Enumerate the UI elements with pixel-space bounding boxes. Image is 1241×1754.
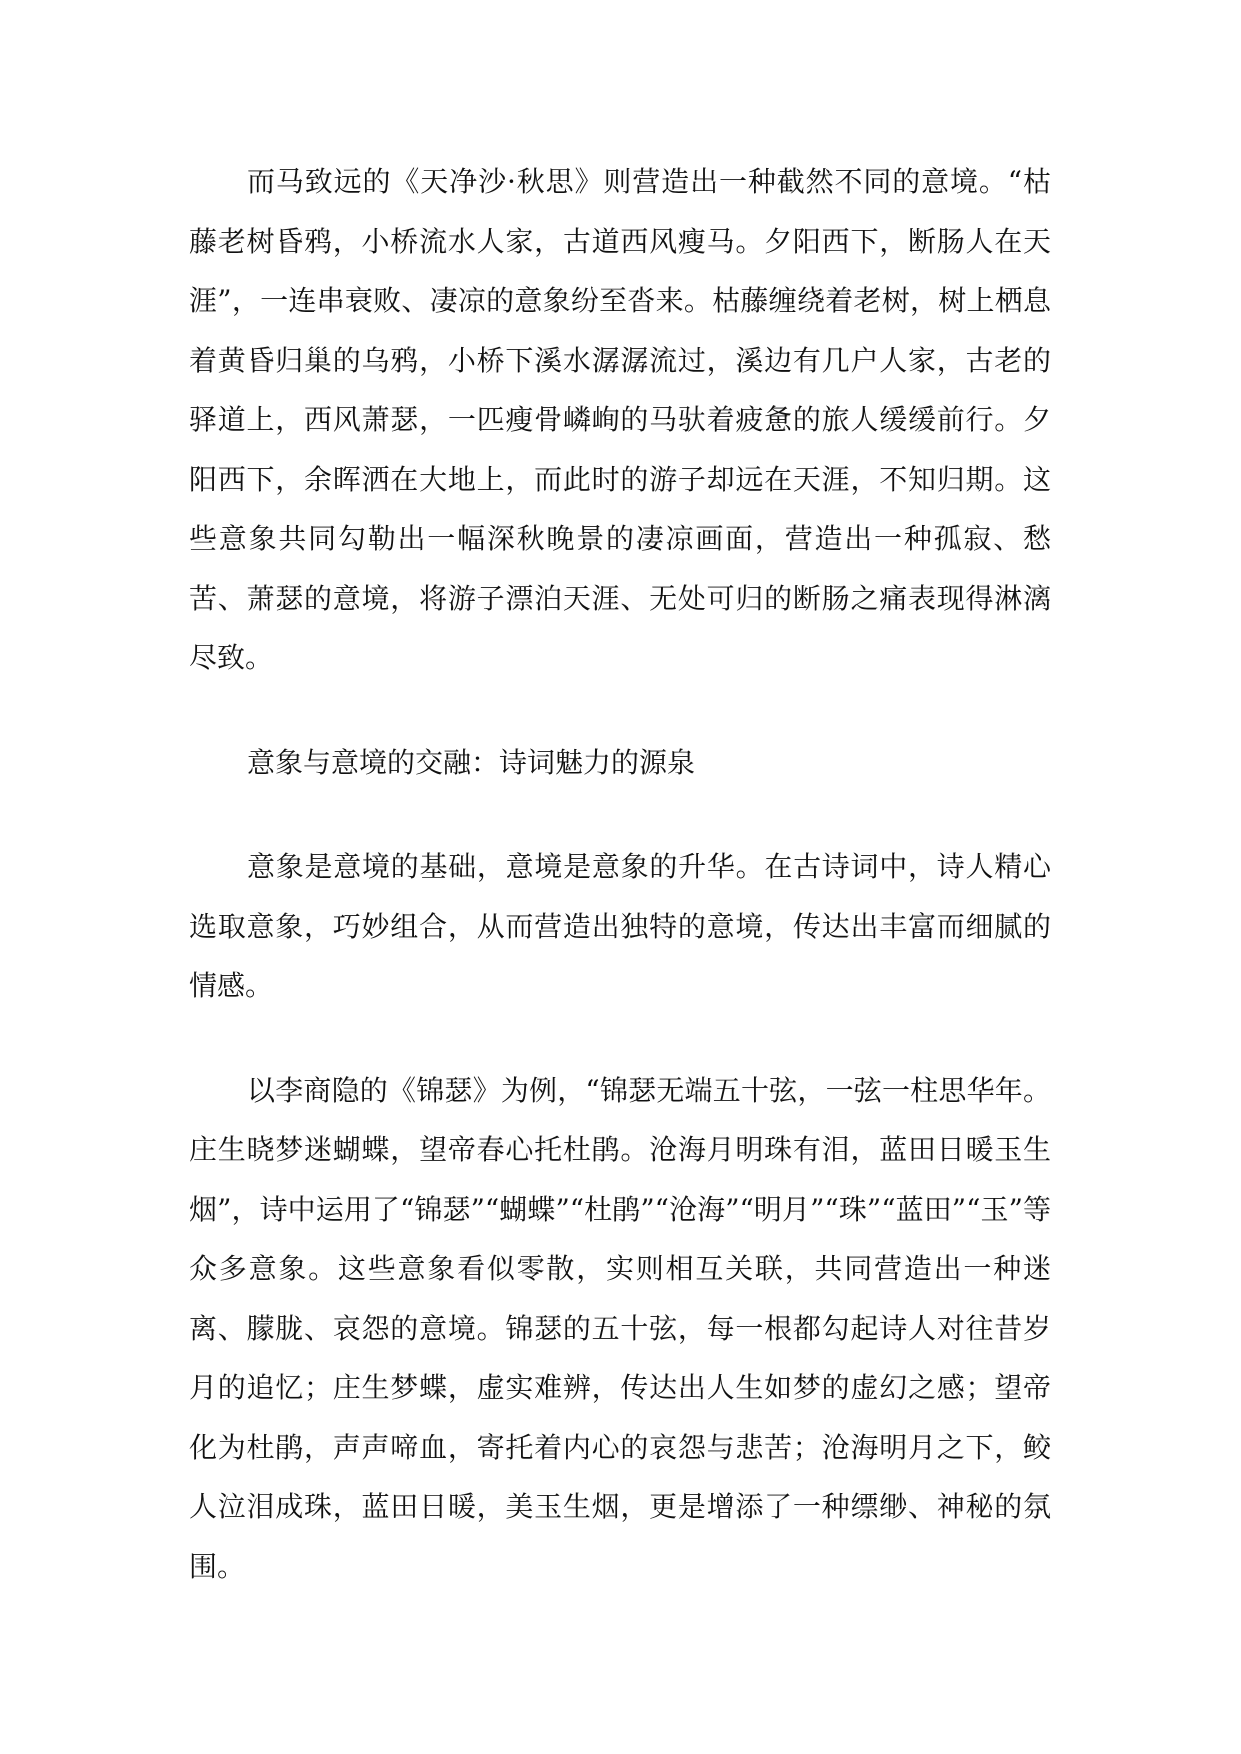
section-heading: 意象与意境的交融：诗词魅力的源泉 xyxy=(247,745,696,779)
paragraph-jinse: 以李商隐的《锦瑟》为例，“锦瑟无端五十弦，一弦一柱思华年。庄生晓梦迷蝴蝶，望帝春心托杜鹃。沧海月明珠有泪，蓝田日暖玉生烟”，诗中运用了“锦瑟”“蝴蝶”“杜鹃”“沧海”“明月”“珠”“蓝田”“玉”等众多意象。这些意象看似零散，实则相互关联，共同营造出一种迷离、朦胧、哀怨的意境。锦瑟的五十弦，每一根都勾起诗人对往昔岁月的追忆；庄生梦蝶，虚实难辨，传达出人生如梦的虚幻之感；望帝化为杜鹃，声声啼血，寄托着内心的哀怨与悲苦；沧海明月之下，鲛人泣泪成珠，蓝田日暖，美玉生烟，更是增添了一种缥缈、神秘的氛围。 xyxy=(189,1073,1051,1583)
document-body xyxy=(189,152,1051,1641)
paragraph-image-mood: 意象是意境的基础，意境是意象的升华。在古诗词中，诗人精心选取意象，巧妙组合，从而营造出独特的意境，传达出丰富而细腻的情感。 xyxy=(189,850,1051,1002)
paragraph-tianjingsha: 而马致远的《天净沙·秋思》则营造出一种截然不同的意境。“枯藤老树昏鸦，小桥流水人家，古道西风瘦马。夕阳西下，断肠人在天涯”，一连串衰败、凄凉的意象纷至沓来。枯藤缠绕着老树，树上栖息着黄昏归巢的乌鸦，小桥下溪水潺潺流过，溪边有几户人家，古老的驿道上，西风萧瑟，一匹瘦骨嶙峋的马驮着疲惫的旅人缓缓前行。夕阳西下，余晖洒在大地上，而此时的游子却远在天涯，不知归期。这些意象共同勾勒出一幅深秋晚景的凄凉画面，营造出一种孤寂、愁苦、萧瑟的意境，将游子漂泊天涯、无处可归的断肠之痛表现得淋漓尽致。 xyxy=(189,165,1051,674)
